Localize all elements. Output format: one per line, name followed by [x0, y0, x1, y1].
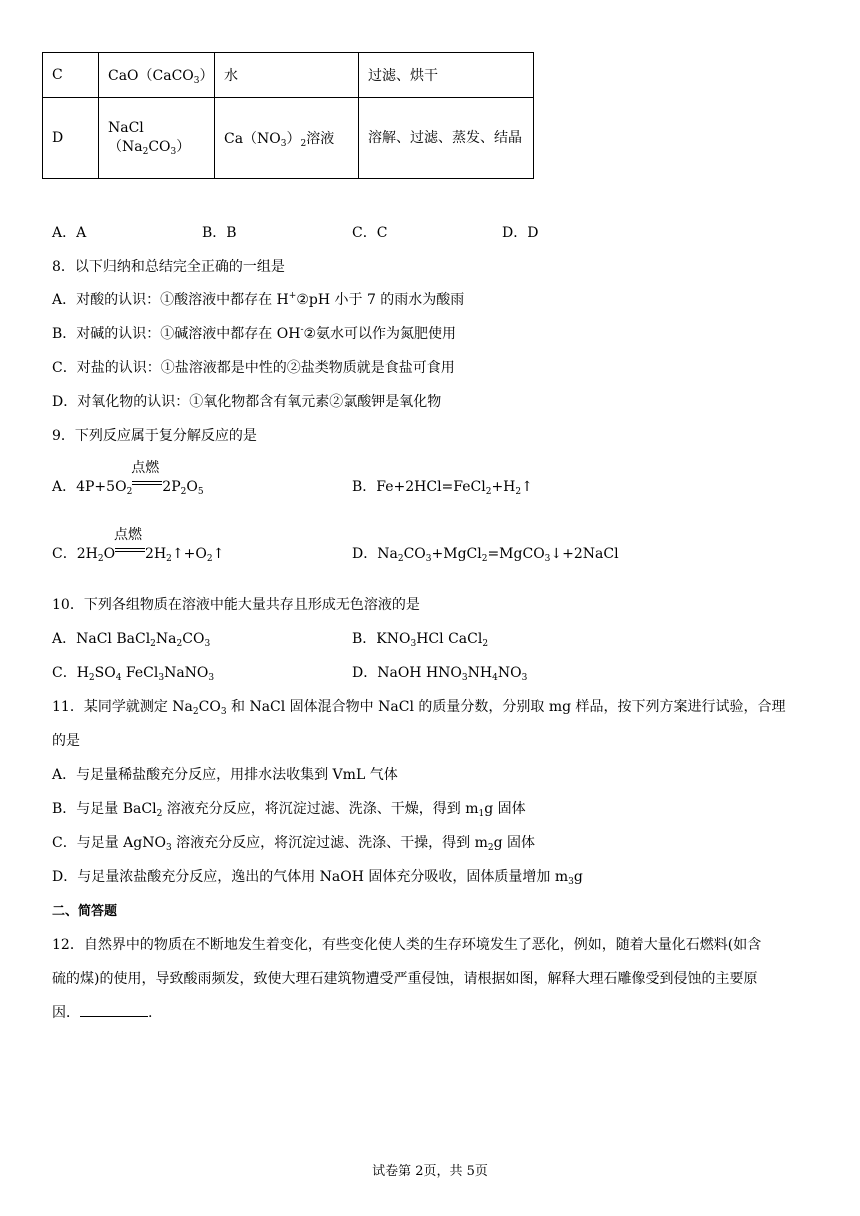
q9-stem: 9．下列反应属于复分解反应的是: [52, 428, 257, 444]
q8-option-b: B．对碱的认识：①碱溶液中都存在 OH-②氨水可以作为氮肥使用: [52, 325, 457, 342]
q10-option-a: A．NaCl $BaCl_2Na_2CO_3$: [52, 631, 211, 649]
q8-option-a: A．对酸的认识：①酸溶液中都存在 H+②pH 小于 7 的雨水为酸雨: [52, 291, 465, 308]
q12-stem-line1: 12．自然界中的物质在不断地发生着变化，有些变化使人类的生存环境发生了恶化，例如，随着大量化石燃料(如含: [52, 937, 762, 953]
q11-option-b: B．与足量 BaCl$_2$ 溶液充分反应，将沉淀过滤、洗涤、干燥，得到 $m_1g$ 固体: [52, 801, 526, 819]
section-heading: 二、简答题: [52, 904, 118, 919]
page-footer: 试卷第 2页，共 5页: [372, 1164, 488, 1179]
table-cell: C: [43, 53, 99, 98]
table-cell: D: [43, 98, 99, 179]
q7-option-d: D．D: [502, 225, 539, 241]
q11-option-a: A．与足量稀盐酸充分反应，用排水法收集到 VmL 气体: [52, 767, 398, 783]
q9-option-b: B．$Fe+2HCl=FeCl_2+H_2↑$: [352, 479, 533, 497]
table-cell: 溶解、过滤、蒸发、结晶: [359, 98, 534, 179]
q8-option-c: C．对盐的认识：①盐溶液都是中性的②盐类物质就是食盐可食用: [52, 360, 455, 376]
q11-stem-line1: 11．某同学就测定 $Na_2CO_3$ 和 NaCl 固体混合物中 NaCl 的质量分数，分别取 mg 样品，按下列方案进行试验，合理: [52, 699, 786, 717]
q8-stem: 8．以下归纳和总结完全正确的一组是: [52, 259, 285, 275]
q12-stem-line3: 因． .: [52, 1002, 152, 1022]
q10-option-d: D．NaOH $HNO_3NH_4NO_3$: [352, 665, 528, 683]
q9-option-d: D．$Na_2CO_3+MgCl_2=MgCO_3↓+2NaCl$: [352, 546, 619, 564]
q11-stem-line2: 的是: [52, 733, 80, 749]
q10-option-c: C．$H_2SO_4$ FeCl$_3$NaNO$_3$: [52, 665, 215, 683]
table-row: [43, 98, 534, 179]
q7-option-a: A．A: [52, 225, 87, 241]
options-table: [42, 52, 534, 179]
q11-option-c: C．与足量 AgNO$_3$ 溶液充分反应，将沉淀过滤、洗涤、干操，得到 $m_2g$ 固体: [52, 835, 536, 853]
table-row: [43, 53, 534, 98]
table-cell: 水: [215, 53, 359, 98]
q10-option-b: B．$KNO_3HCl$ CaCl$_2$: [352, 631, 489, 649]
q9-option-c: C．$2H_2O$ 点燃 $2H_2↑+O_2↑$: [52, 527, 225, 564]
answer-blank[interactable]: [80, 1002, 148, 1017]
q9-option-a: A．$4P+5O_2$ 点燃 $2P_2O_5$: [52, 460, 204, 497]
q7-option-b: B．B: [202, 225, 237, 241]
reaction-condition: 点燃: [132, 477, 162, 491]
q12-stem-line2: 硫的煤)的使用，导致酸雨频发，致使大理石建筑物遭受严重侵蚀，请根据如图，解释大理石雕像受到侵蚀的主要原: [52, 971, 758, 987]
table-cell: $NaCl(Na_2CO_3)$: [99, 98, 215, 179]
q8-option-d: D．对氧化物的认识：①氧化物都含有氧元素②氯酸钾是氧化物: [52, 394, 442, 410]
table-cell: 过滤、烘干: [359, 53, 534, 98]
q11-option-d: D．与足量浓盐酸充分反应，逸出的气体用 NaOH 固体充分吸收，固体质量增加 $m_3g$: [52, 869, 583, 887]
q10-stem: 10．下列各组物质在溶液中能大量共存且形成无色溶液的是: [52, 597, 420, 613]
table-cell: $Ca(NO_3)_2$溶液: [215, 98, 359, 179]
q7-option-c: C．C: [352, 225, 388, 241]
table-cell: CaO（CaCO$_3$）: [99, 53, 215, 98]
reaction-condition: 点燃: [115, 544, 145, 558]
